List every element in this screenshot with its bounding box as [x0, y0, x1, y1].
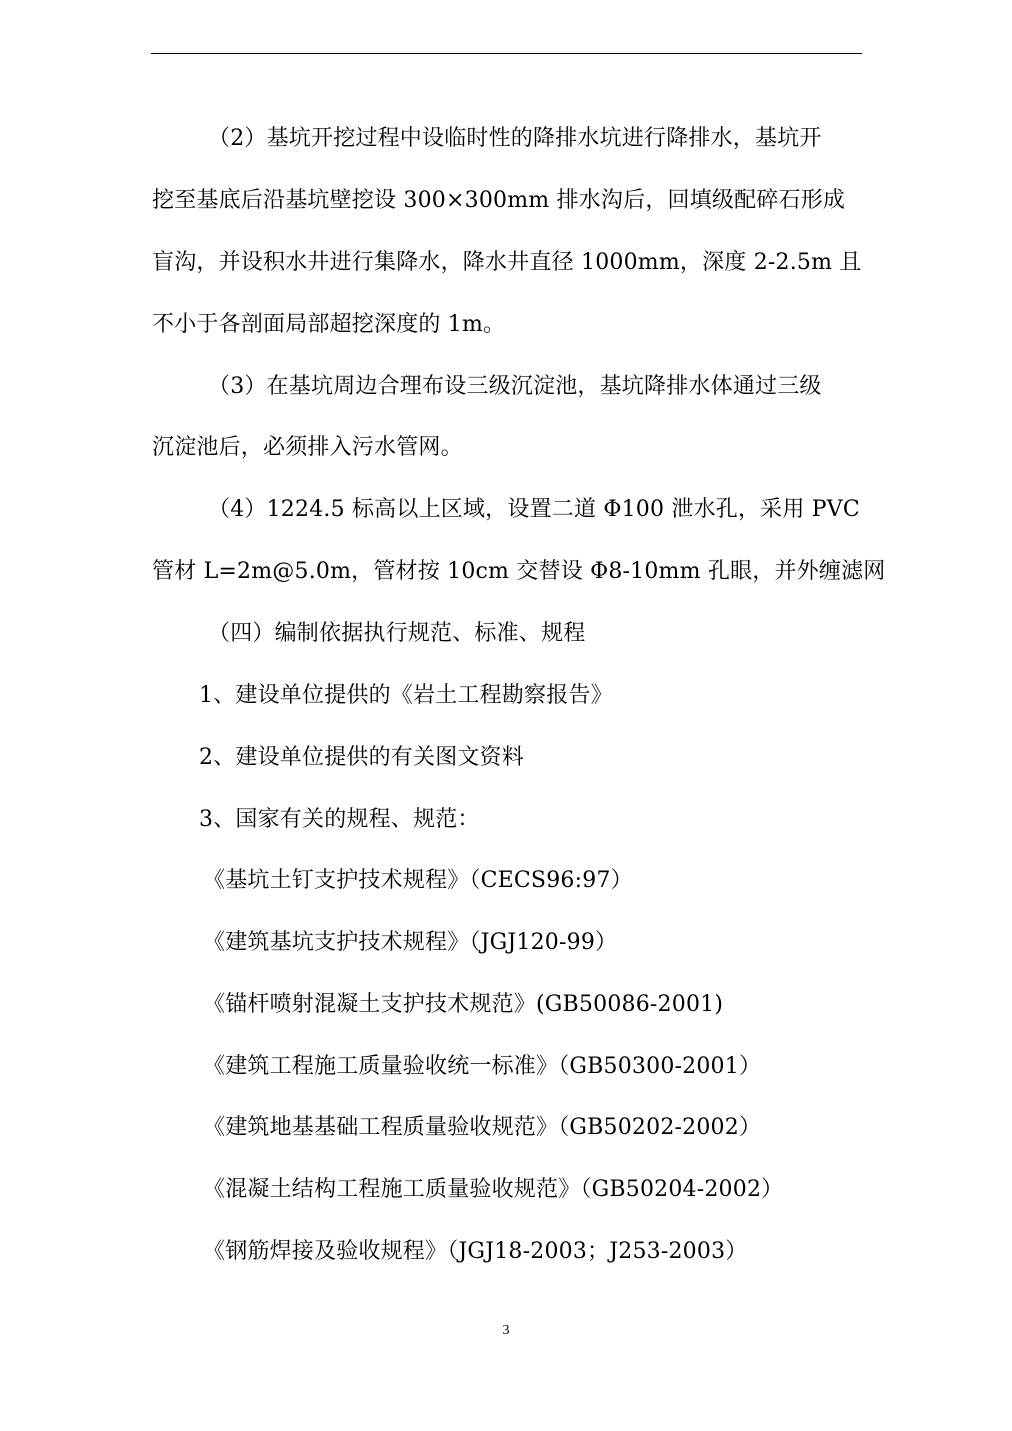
paragraph-2-line-3: 盲沟，并设积水井进行集降水，降水井直径 1000mm，深度 2-2.5m 且 — [152, 250, 862, 275]
header-rule — [151, 53, 862, 54]
standard-item: 《基坑土钉支护技术规程》（CECS96:97） — [203, 868, 633, 893]
standard-item: 《混凝土结构工程施工质量验收规范》（GB50204-2002） — [203, 1177, 784, 1202]
section-heading: （四）编制依据执行规范、标准、规程 — [208, 621, 586, 646]
paragraph-3-line-2: 沉淀池后，必须排入污水管网。 — [152, 435, 463, 460]
standard-item: 《建筑工程施工质量验收统一标准》（GB50300-2001） — [203, 1054, 762, 1079]
basis-item-1: 1、建设单位提供的《岩土工程勘察报告》 — [199, 683, 613, 708]
paragraph-3-line-1: （3）在基坑周边合理布设三级沉淀池，基坑降排水体通过三级 — [208, 374, 822, 399]
standard-item: 《钢筋焊接及验收规程》（JGJ18-2003；J253-2003） — [203, 1239, 748, 1264]
basis-item-2: 2、建设单位提供的有关图文资料 — [199, 745, 524, 770]
page-number: 3 — [502, 1323, 510, 1338]
standard-item: 《锚杆喷射混凝土支护技术规范》(GB50086-2001) — [203, 992, 724, 1017]
standard-item: 《建筑地基基础工程质量验收规范》（GB50202-2002） — [203, 1115, 762, 1140]
paragraph-2-line-1: （2）基坑开挖过程中设临时性的降排水坑进行降排水，基坑开 — [208, 126, 822, 151]
paragraph-2-line-4: 不小于各剖面局部超挖深度的 1m。 — [152, 312, 506, 337]
paragraph-2-line-2: 挖至基底后沿基坑壁挖设 300×300mm 排水沟后，回填级配碎石形成 — [152, 188, 846, 213]
standard-item: 《建筑基坑支护技术规程》（JGJ120-99） — [203, 930, 618, 955]
basis-item-3: 3、国家有关的规程、规范： — [199, 807, 480, 832]
paragraph-4-line-2: 管材 L=2m@5.0m，管材按 10cm 交替设 Φ8-10mm 孔眼，并外缠滤网 — [152, 559, 886, 584]
paragraph-4-line-1: （4）1224.5 标高以上区域，设置二道 Φ100 泄水孔，采用 PVC — [208, 497, 860, 522]
